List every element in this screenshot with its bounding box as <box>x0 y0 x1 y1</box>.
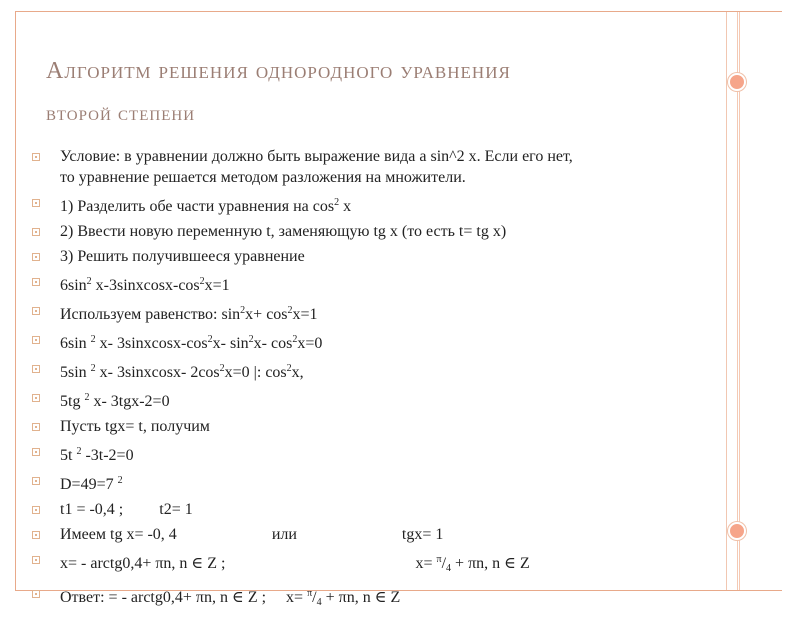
bullet-icon <box>32 307 40 315</box>
list-text: x-3sinxcosx-cos <box>91 277 200 294</box>
superscript: 2 <box>199 276 205 287</box>
superscript: 2 <box>292 334 298 345</box>
bullet-icon <box>32 365 40 373</box>
list-text: x- 3sinxcosx-cos <box>95 335 208 352</box>
list-text: 6sin <box>60 335 91 352</box>
list-text: 5tg <box>60 393 85 410</box>
list-text: -3t-2=0 <box>81 447 134 464</box>
bullet-icon <box>32 423 40 431</box>
list-text: 6sin <box>60 277 87 294</box>
list-text: t2= 1 <box>159 501 193 518</box>
list-text: + πn, n ∈ Z <box>451 555 530 572</box>
list-item <box>30 329 730 354</box>
bullet-icon <box>32 278 40 286</box>
list-text: / <box>312 589 317 606</box>
bullet-icon <box>32 506 40 514</box>
list-text: Условие: в уравнении должно быть выражение вида a sin^2 x. Если его нет, <box>60 148 573 165</box>
list-item <box>30 246 730 267</box>
list-item <box>30 192 730 217</box>
content-list <box>30 146 730 617</box>
decorative-dot-top <box>728 73 746 91</box>
list-item <box>30 300 730 325</box>
list-text: x, <box>291 364 304 381</box>
superscript: 2 <box>117 475 123 486</box>
bullet-icon <box>32 153 40 161</box>
list-item <box>30 470 730 495</box>
list-text: t1 = -0,4 ; <box>60 501 124 518</box>
decorative-dot-bottom <box>728 522 746 540</box>
list-item <box>30 221 730 242</box>
list-item <box>30 146 730 188</box>
superscript: π <box>436 554 442 565</box>
list-text: x=1 <box>292 306 318 323</box>
list-item <box>30 524 730 545</box>
list-item <box>30 387 730 412</box>
superscript: 2 <box>84 392 90 403</box>
list-item <box>30 583 730 613</box>
bullet-icon <box>32 556 40 564</box>
title-line-1: Алгоритм решения однородного уравнения <box>46 58 511 84</box>
list-text: x= <box>415 555 437 572</box>
superscript: 2 <box>76 446 82 457</box>
superscript: 2 <box>207 334 213 345</box>
list-text: tgx= 1 <box>401 526 444 543</box>
list-text: x- 3sinxcosx- 2cos <box>95 364 220 381</box>
list-item <box>30 499 730 520</box>
list-text: x= - arctg0,4+ πn, n ∈ Z ; <box>60 555 226 572</box>
bullet-icon <box>32 477 40 485</box>
list-text: x=0 |: cos <box>224 364 287 381</box>
list-text: 5t <box>60 447 77 464</box>
list-text: 1) Разделить обе части уравнения на cos <box>60 198 335 215</box>
list-text: x <box>339 198 352 215</box>
superscript: 2 <box>287 305 293 316</box>
list-text: x- sin <box>212 335 249 352</box>
superscript: 2 <box>248 334 254 345</box>
list-text: x- cos <box>253 335 293 352</box>
decorative-strip <box>726 12 782 590</box>
bullet-icon <box>32 394 40 402</box>
subscript: 4 <box>316 597 322 608</box>
list-text: Ответ: = - arctg0,4+ πn, n ∈ Z ; <box>60 589 267 606</box>
list-text: Используем равенство: sin <box>60 306 241 323</box>
bullet-icon <box>32 199 40 207</box>
list-text: x=1 <box>204 277 230 294</box>
bullet-icon <box>32 253 40 261</box>
title-line-2: второй степени <box>46 101 196 125</box>
bullet-icon <box>32 448 40 456</box>
bullet-icon <box>32 590 40 598</box>
list-text: D=49=7 <box>60 476 118 493</box>
list-text: то уравнение решается методом разложения на множители. <box>60 169 466 186</box>
list-text: Имеем tg x= -0, 4 <box>60 526 177 543</box>
superscript: 2 <box>286 363 292 374</box>
bullet-icon <box>32 228 40 236</box>
superscript: 2 <box>334 197 340 208</box>
superscript: 2 <box>86 276 92 287</box>
superscript: 2 <box>219 363 225 374</box>
list-item <box>30 358 730 383</box>
superscript: π <box>307 588 313 599</box>
subscript: 4 <box>446 563 452 574</box>
list-item <box>30 271 730 296</box>
list-text: или <box>271 526 297 543</box>
list-text: / <box>441 555 447 572</box>
superscript: 2 <box>90 363 96 374</box>
list-text: x= <box>286 589 308 606</box>
superscript: 2 <box>90 334 96 345</box>
slide-title <box>46 50 706 134</box>
strip-line <box>737 12 740 590</box>
list-text: 3) Решить получившееся уравнение <box>60 248 305 265</box>
list-item <box>30 549 730 579</box>
bullet-icon <box>32 531 40 539</box>
list-text: Пусть tgx= t, получим <box>60 418 210 435</box>
list-text: x=0 <box>297 335 323 352</box>
list-text: 2) Ввести новую переменную t, заменяющую tg x (то есть t= tg x) <box>60 223 507 240</box>
list-item <box>30 441 730 466</box>
list-text: x+ cos <box>245 306 288 323</box>
list-text: + πn, n ∈ Z <box>321 589 401 606</box>
list-text: 5sin <box>60 364 91 381</box>
list-item <box>30 416 730 437</box>
bullet-icon <box>32 336 40 344</box>
superscript: 2 <box>240 305 246 316</box>
list-text: x- 3tgx-2=0 <box>89 393 170 410</box>
